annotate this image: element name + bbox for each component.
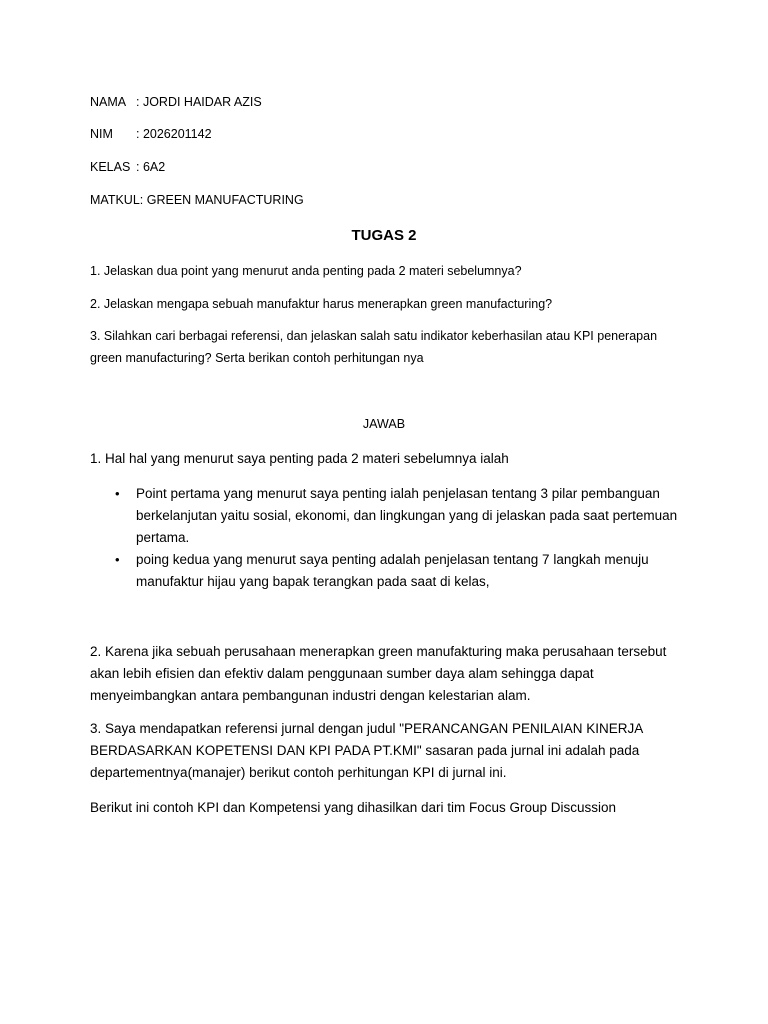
- question-3: 3. Silahkan cari berbagai referensi, dan jelaskan salah satu indikator keberhasilan atau KPI penerapan green manufacturing? Serta berikan contoh perhitungan nya: [90, 329, 658, 365]
- answer-3: 3. Saya mendapatkan referensi jurnal dengan judul "PERANCANGAN PENILAIAN KINERJA BERDASARKAN KOPETENSI DAN KPI PADA PT.KMI" sasaran pada jurnal ini adalah pada departementnya(manajer) berikut contoh perhitungan KPI di jurnal ini.: [90, 721, 643, 780]
- kelas-label: KELAS: [90, 160, 131, 174]
- kelas-value: : 6A2: [136, 160, 166, 174]
- matkul-label: MATKUL:: [90, 193, 144, 207]
- nim-value: : 2026201142: [136, 127, 212, 141]
- answers-heading: JAWAB: [362, 417, 406, 431]
- nama-line: [90, 94, 262, 110]
- bullet-text: poing kedua yang menurut saya penting adalah penjelasan tentang 7 langkah menuju manufaktur hijau yang bapak terangkan pada saat di kelas,: [136, 552, 649, 589]
- list-item: [90, 549, 690, 593]
- list-item: [90, 483, 690, 549]
- kelas-line: [90, 159, 165, 175]
- nim-line: [90, 126, 212, 142]
- answer-1-bullet-list: [90, 483, 690, 593]
- question-2: 2. Jelaskan mengapa sebuah manufaktur harus menerapkan green manufacturing?: [90, 297, 553, 311]
- bullet-text: Point pertama yang menurut saya penting ialah penjelasan tentang 3 pilar pembanguan berkelanjutan yaitu sosial, ekonomi, dan lingkungan yang di jelaskan pada saat pertemuan pertama.: [136, 486, 678, 545]
- page-title: TUGAS 2: [351, 227, 417, 244]
- answer-1-intro: 1. Hal hal yang menurut saya penting pada 2 materi sebelumnya ialah: [90, 451, 509, 466]
- answer-3-followup: Berikut ini contoh KPI dan Kompetensi yang dihasilkan dari tim Focus Group Discussion: [90, 800, 617, 815]
- bullet-icon: •: [115, 486, 120, 501]
- bullet-icon: •: [115, 552, 120, 567]
- nim-label: NIM: [90, 127, 113, 141]
- answer-2: 2. Karena jika sebuah perusahaan menerapkan green manufakturing maka perusahaan tersebut akan lebih efisien dan efektiv dalam penggunaan sumber daya alam sehingga dapat menyeimbangkan antara pembangunan industri dengan kelestarian alam.: [90, 644, 667, 703]
- matkul-value: GREEN MANUFACTURING: [146, 193, 304, 207]
- nama-value: : JORDI HAIDAR AZIS: [136, 95, 262, 109]
- matkul-line: [90, 192, 304, 208]
- nama-label: NAMA: [90, 95, 127, 109]
- question-1: 1. Jelaskan dua point yang menurut anda penting pada 2 materi sebelumnya?: [90, 264, 522, 278]
